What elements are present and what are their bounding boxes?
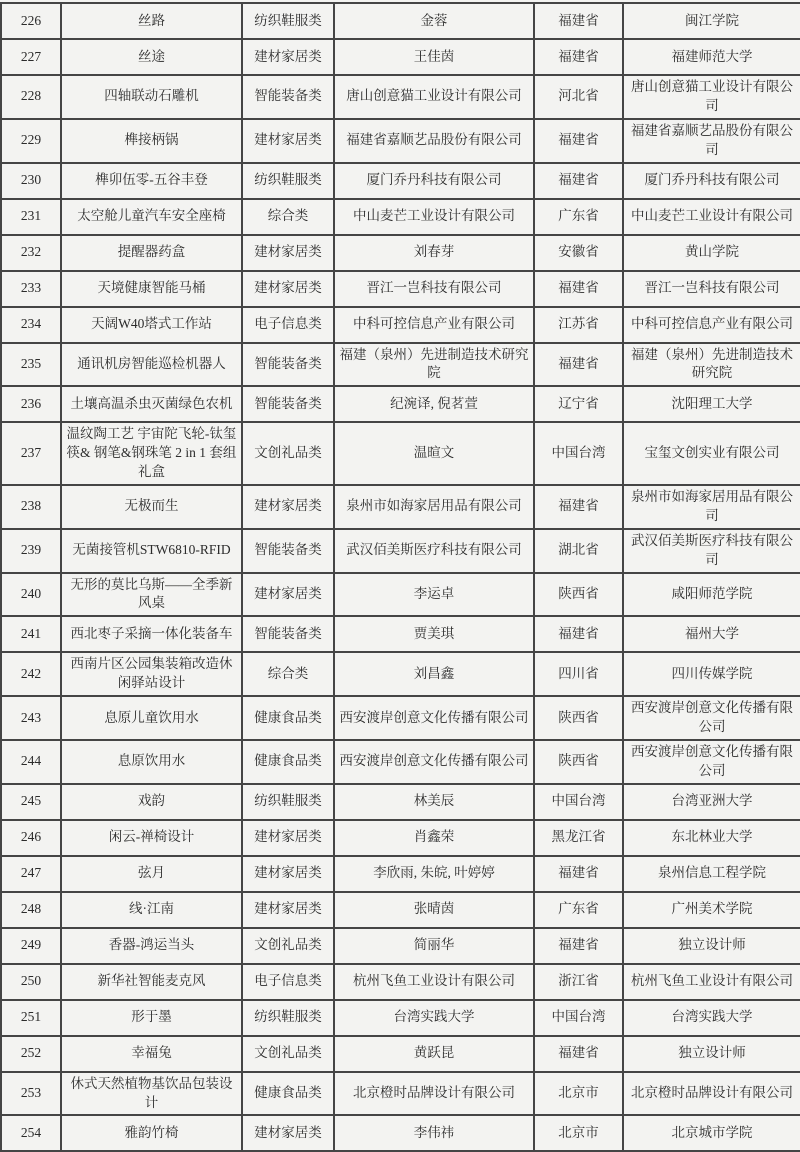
organization-cell: 独立设计师	[623, 928, 800, 964]
entry-number-cell: 242	[1, 652, 61, 696]
work-name-cell: 天阔W40塔式工作站	[61, 307, 242, 343]
applicant-cell: 西安渡岸创意文化传播有限公司	[334, 740, 534, 784]
entry-number-cell: 237	[1, 422, 61, 485]
province-cell: 广东省	[534, 892, 623, 928]
table-row	[1, 343, 800, 387]
applicant-cell: 温暄文	[334, 422, 534, 485]
province-cell: 福建省	[534, 856, 623, 892]
entry-number-cell: 241	[1, 616, 61, 652]
category-cell: 建材家居类	[242, 573, 334, 617]
table-row	[1, 1072, 800, 1116]
applicant-cell: 泉州市如海家居用品有限公司	[334, 485, 534, 529]
province-cell: 江苏省	[534, 307, 623, 343]
work-name-cell: 榫接柄锅	[61, 119, 242, 163]
province-cell: 陕西省	[534, 573, 623, 617]
province-cell: 福建省	[534, 1036, 623, 1072]
table-row	[1, 75, 800, 119]
applicant-cell: 武汉佰美斯医疗科技有限公司	[334, 529, 534, 573]
province-cell: 福建省	[534, 616, 623, 652]
table-row	[1, 163, 800, 199]
province-cell: 四川省	[534, 652, 623, 696]
category-cell: 建材家居类	[242, 39, 334, 75]
province-cell: 福建省	[534, 928, 623, 964]
organization-cell: 福建师范大学	[623, 39, 800, 75]
province-cell: 福建省	[534, 39, 623, 75]
organization-cell: 北京城市学院	[623, 1115, 800, 1151]
category-cell: 建材家居类	[242, 485, 334, 529]
province-cell: 安徽省	[534, 235, 623, 271]
category-cell: 纺织鞋服类	[242, 784, 334, 820]
province-cell: 福建省	[534, 163, 623, 199]
table-row	[1, 271, 800, 307]
province-cell: 湖北省	[534, 529, 623, 573]
category-cell: 建材家居类	[242, 119, 334, 163]
organization-cell: 北京橙时品牌设计有限公司	[623, 1072, 800, 1116]
entry-number-cell: 227	[1, 39, 61, 75]
entry-number-cell: 226	[1, 3, 61, 39]
category-cell: 健康食品类	[242, 740, 334, 784]
entry-number-cell: 248	[1, 892, 61, 928]
organization-cell: 唐山创意猫工业设计有限公司	[623, 75, 800, 119]
organization-cell: 福州大学	[623, 616, 800, 652]
province-cell: 福建省	[534, 3, 623, 39]
entry-number-cell: 251	[1, 1000, 61, 1036]
work-name-cell: 香器-鸿运当头	[61, 928, 242, 964]
category-cell: 建材家居类	[242, 820, 334, 856]
work-name-cell: 新华社智能麦克风	[61, 964, 242, 1000]
table-row	[1, 1115, 800, 1151]
work-name-cell: 西南片区公园集装箱改造休闲驿站设计	[61, 652, 242, 696]
applicant-cell: 贾美琪	[334, 616, 534, 652]
organization-cell: 杭州飞鱼工业设计有限公司	[623, 964, 800, 1000]
work-name-cell: 闲云-禅椅设计	[61, 820, 242, 856]
category-cell: 电子信息类	[242, 964, 334, 1000]
table-row	[1, 235, 800, 271]
province-cell: 辽宁省	[534, 386, 623, 422]
work-name-cell: 天境健康智能马桶	[61, 271, 242, 307]
entry-number-cell: 244	[1, 740, 61, 784]
entry-number-cell: 239	[1, 529, 61, 573]
entry-number-cell: 231	[1, 199, 61, 235]
province-cell: 中国台湾	[534, 1000, 623, 1036]
table-row	[1, 529, 800, 573]
applicant-cell: 福建省嘉顺艺品股份有限公司	[334, 119, 534, 163]
province-cell: 广东省	[534, 199, 623, 235]
organization-cell: 四川传媒学院	[623, 652, 800, 696]
organization-cell: 宝玺文创实业有限公司	[623, 422, 800, 485]
province-cell: 福建省	[534, 485, 623, 529]
category-cell: 健康食品类	[242, 696, 334, 740]
applicant-cell: 厦门乔丹科技有限公司	[334, 163, 534, 199]
applicant-cell: 杭州飞鱼工业设计有限公司	[334, 964, 534, 1000]
applicant-cell: 中山麦芒工业设计有限公司	[334, 199, 534, 235]
work-name-cell: 西北枣子采摘一体化装备车	[61, 616, 242, 652]
work-name-cell: 息原儿童饮用水	[61, 696, 242, 740]
entry-number-cell: 234	[1, 307, 61, 343]
province-cell: 北京市	[534, 1115, 623, 1151]
table-row	[1, 1036, 800, 1072]
table-row	[1, 1000, 800, 1036]
province-cell: 中国台湾	[534, 422, 623, 485]
category-cell: 智能装备类	[242, 75, 334, 119]
category-cell: 文创礼品类	[242, 928, 334, 964]
table-row	[1, 573, 800, 617]
organization-cell: 武汉佰美斯医疗科技有限公司	[623, 529, 800, 573]
province-cell: 福建省	[534, 271, 623, 307]
work-name-cell: 休式天然植物基饮品包装设计	[61, 1072, 242, 1116]
category-cell: 纺织鞋服类	[242, 1000, 334, 1036]
organization-cell: 中科可控信息产业有限公司	[623, 307, 800, 343]
category-cell: 建材家居类	[242, 235, 334, 271]
table-row	[1, 892, 800, 928]
entry-number-cell: 238	[1, 485, 61, 529]
organization-cell: 黄山学院	[623, 235, 800, 271]
work-name-cell: 提醒器药盒	[61, 235, 242, 271]
table-row	[1, 307, 800, 343]
province-cell: 陕西省	[534, 696, 623, 740]
entry-number-cell: 250	[1, 964, 61, 1000]
table-row	[1, 119, 800, 163]
organization-cell: 泉州信息工程学院	[623, 856, 800, 892]
entry-number-cell: 252	[1, 1036, 61, 1072]
table-row	[1, 485, 800, 529]
applicant-cell: 李运卓	[334, 573, 534, 617]
applicant-cell: 纪涴译, 倪茗萱	[334, 386, 534, 422]
applicant-cell: 金蓉	[334, 3, 534, 39]
category-cell: 智能装备类	[242, 616, 334, 652]
organization-cell: 台湾实践大学	[623, 1000, 800, 1036]
table-row	[1, 740, 800, 784]
table-row	[1, 696, 800, 740]
category-cell: 文创礼品类	[242, 1036, 334, 1072]
work-name-cell: 幸福兔	[61, 1036, 242, 1072]
province-cell: 福建省	[534, 343, 623, 387]
applicant-cell: 张晴茵	[334, 892, 534, 928]
table-row	[1, 856, 800, 892]
organization-cell: 东北林业大学	[623, 820, 800, 856]
organization-cell: 西安渡岸创意文化传播有限公司	[623, 696, 800, 740]
table-row	[1, 422, 800, 485]
organization-cell: 西安渡岸创意文化传播有限公司	[623, 740, 800, 784]
category-cell: 建材家居类	[242, 271, 334, 307]
province-cell: 黑龙江省	[534, 820, 623, 856]
work-name-cell: 弦月	[61, 856, 242, 892]
province-cell: 陕西省	[534, 740, 623, 784]
work-name-cell: 温纹陶工艺 宇宙陀飞轮-钛玺筷& 钢笔&钢珠笔 2 in 1 套组礼盒	[61, 422, 242, 485]
work-name-cell: 无菌接管机STW6810-RFID	[61, 529, 242, 573]
organization-cell: 福建（泉州）先进制造技术研究院	[623, 343, 800, 387]
province-cell: 中国台湾	[534, 784, 623, 820]
category-cell: 文创礼品类	[242, 422, 334, 485]
work-name-cell: 息原饮用水	[61, 740, 242, 784]
category-cell: 建材家居类	[242, 1115, 334, 1151]
work-name-cell: 丝途	[61, 39, 242, 75]
entry-number-cell: 229	[1, 119, 61, 163]
applicant-cell: 唐山创意猫工业设计有限公司	[334, 75, 534, 119]
entry-number-cell: 245	[1, 784, 61, 820]
work-name-cell: 榫卯伍零-五谷丰登	[61, 163, 242, 199]
work-name-cell: 四轴联动石雕机	[61, 75, 242, 119]
entry-number-cell: 247	[1, 856, 61, 892]
organization-cell: 广州美术学院	[623, 892, 800, 928]
province-cell: 河北省	[534, 75, 623, 119]
applicant-cell: 林美辰	[334, 784, 534, 820]
category-cell: 纺织鞋服类	[242, 3, 334, 39]
table-row	[1, 820, 800, 856]
category-cell: 综合类	[242, 652, 334, 696]
organization-cell: 台湾亚洲大学	[623, 784, 800, 820]
table-row	[1, 652, 800, 696]
table-row	[1, 39, 800, 75]
entry-number-cell: 228	[1, 75, 61, 119]
province-cell: 福建省	[534, 119, 623, 163]
organization-cell: 独立设计师	[623, 1036, 800, 1072]
applicant-cell: 王佳茵	[334, 39, 534, 75]
entry-number-cell: 235	[1, 343, 61, 387]
work-name-cell: 土壤高温杀虫灭菌绿色农机	[61, 386, 242, 422]
applicant-cell: 黄跃昆	[334, 1036, 534, 1072]
applicant-cell: 晋江一岂科技有限公司	[334, 271, 534, 307]
organization-cell: 泉州市如海家居用品有限公司	[623, 485, 800, 529]
category-cell: 智能装备类	[242, 386, 334, 422]
organization-cell: 厦门乔丹科技有限公司	[623, 163, 800, 199]
applicant-cell: 肖鑫荣	[334, 820, 534, 856]
applicant-cell: 刘昌鑫	[334, 652, 534, 696]
organization-cell: 中山麦芒工业设计有限公司	[623, 199, 800, 235]
category-cell: 纺织鞋服类	[242, 163, 334, 199]
entry-number-cell: 232	[1, 235, 61, 271]
organization-cell: 闽江学院	[623, 3, 800, 39]
entry-number-cell: 249	[1, 928, 61, 964]
category-cell: 智能装备类	[242, 529, 334, 573]
applicant-cell: 西安渡岸创意文化传播有限公司	[334, 696, 534, 740]
organization-cell: 晋江一岂科技有限公司	[623, 271, 800, 307]
category-cell: 健康食品类	[242, 1072, 334, 1116]
entry-number-cell: 246	[1, 820, 61, 856]
table-row	[1, 616, 800, 652]
table-row	[1, 3, 800, 39]
work-name-cell: 形于墨	[61, 1000, 242, 1036]
table-row	[1, 199, 800, 235]
work-name-cell: 通讯机房智能巡检机器人	[61, 343, 242, 387]
entry-number-cell: 230	[1, 163, 61, 199]
work-name-cell: 线·江南	[61, 892, 242, 928]
table-row	[1, 784, 800, 820]
entry-number-cell: 233	[1, 271, 61, 307]
applicant-cell: 李欣雨, 朱皖, 叶婷婷	[334, 856, 534, 892]
applicant-cell: 北京橙时品牌设计有限公司	[334, 1072, 534, 1116]
organization-cell: 福建省嘉顺艺品股份有限公司	[623, 119, 800, 163]
organization-cell: 咸阳师范学院	[623, 573, 800, 617]
award-table-body	[1, 3, 800, 1151]
work-name-cell: 戏韵	[61, 784, 242, 820]
entry-number-cell: 253	[1, 1072, 61, 1116]
applicant-cell: 福建（泉州）先进制造技术研究院	[334, 343, 534, 387]
table-row	[1, 964, 800, 1000]
applicant-cell: 简丽华	[334, 928, 534, 964]
entry-number-cell: 236	[1, 386, 61, 422]
category-cell: 建材家居类	[242, 856, 334, 892]
category-cell: 建材家居类	[242, 892, 334, 928]
work-name-cell: 丝路	[61, 3, 242, 39]
category-cell: 电子信息类	[242, 307, 334, 343]
work-name-cell: 无极而生	[61, 485, 242, 529]
applicant-cell: 李伟祎	[334, 1115, 534, 1151]
organization-cell: 沈阳理工大学	[623, 386, 800, 422]
category-cell: 智能装备类	[242, 343, 334, 387]
entry-number-cell: 254	[1, 1115, 61, 1151]
province-cell: 北京市	[534, 1072, 623, 1116]
entry-number-cell: 240	[1, 573, 61, 617]
table-row	[1, 928, 800, 964]
applicant-cell: 刘春芽	[334, 235, 534, 271]
entry-number-cell: 243	[1, 696, 61, 740]
table-row	[1, 386, 800, 422]
category-cell: 综合类	[242, 199, 334, 235]
applicant-cell: 台湾实践大学	[334, 1000, 534, 1036]
applicant-cell: 中科可控信息产业有限公司	[334, 307, 534, 343]
work-name-cell: 雅韵竹椅	[61, 1115, 242, 1151]
award-list-table	[0, 2, 800, 1152]
work-name-cell: 无形的莫比乌斯——全季新风桌	[61, 573, 242, 617]
work-name-cell: 太空舱儿童汽车安全座椅	[61, 199, 242, 235]
province-cell: 浙江省	[534, 964, 623, 1000]
